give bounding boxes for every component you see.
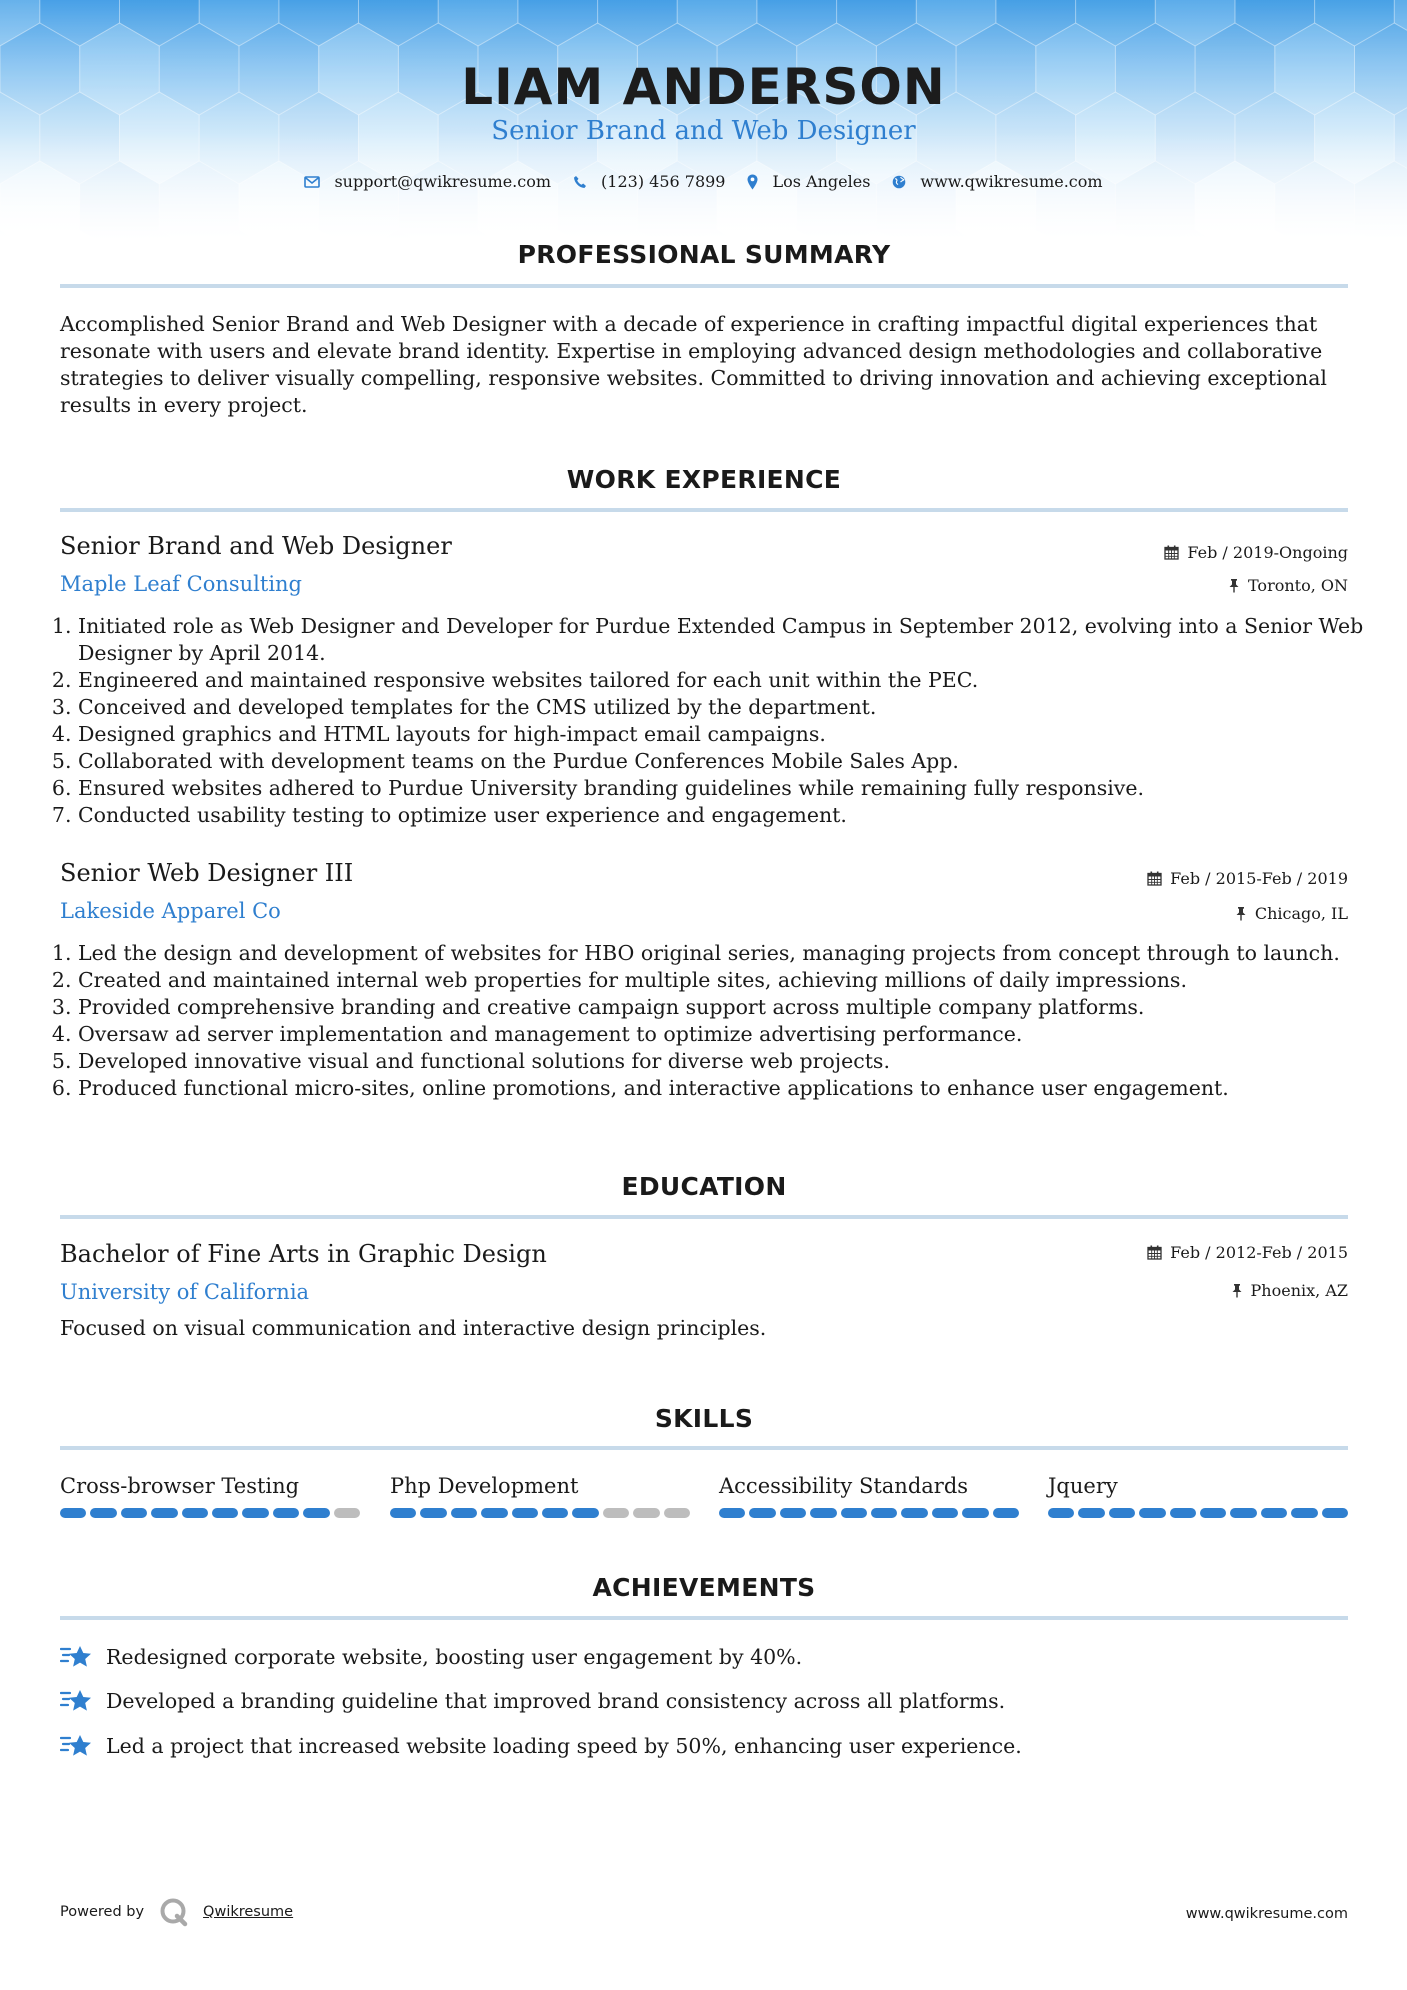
education-dates — [1147, 1243, 1348, 1262]
contact-bar — [0, 172, 1407, 191]
contact-email[interactable] — [304, 172, 551, 191]
education-divider — [60, 1215, 1348, 1219]
job-responsibilities — [55, 940, 1368, 1102]
candidate-name: LIAM ANDERSON — [461, 58, 946, 116]
skill-level-segment — [993, 1508, 1019, 1518]
skill-level-segment — [664, 1508, 690, 1518]
contact-phone[interactable] — [573, 172, 725, 191]
skill-level-segment — [481, 1508, 507, 1518]
pushpin-icon — [1231, 1283, 1243, 1298]
skill-level-segment — [841, 1508, 867, 1518]
skill-level-segment — [1109, 1508, 1135, 1518]
list-item: 6. Produced functional micro-sites, online promotions, and interactive applications to enhance user engagement. — [78, 1075, 1368, 1102]
skill-level-segment — [633, 1508, 659, 1518]
education-location — [1231, 1281, 1348, 1300]
envelope-icon — [304, 176, 320, 188]
skill-level-segment — [1139, 1508, 1165, 1518]
summary-heading: PROFESSIONAL SUMMARY — [517, 240, 891, 269]
candidate-title: Senior Brand and Web Designer — [491, 116, 916, 146]
contact-phone-text: (123) 456 7899 — [601, 172, 726, 191]
list-item: 6. Ensured websites adhered to Purdue University branding guidelines while remaining fully responsive. — [78, 775, 1368, 802]
skill-level-segment — [273, 1508, 299, 1518]
skill-level-segment — [749, 1508, 775, 1518]
skill-level-segment — [451, 1508, 477, 1518]
job-location-text: Toronto, ON — [1248, 576, 1348, 595]
job-location-text: Chicago, IL — [1254, 904, 1348, 923]
skill-level-segment — [60, 1508, 86, 1518]
skill-level-bar — [719, 1508, 1019, 1518]
achievements-heading: ACHIEVEMENTS — [592, 1573, 816, 1602]
achievement-text: Led a project that increased website loading speed by 50%, enhancing user experience. — [106, 1734, 1022, 1758]
pushpin-icon — [1228, 578, 1240, 593]
skill-item — [1048, 1474, 1348, 1518]
experience-heading: WORK EXPERIENCE — [566, 465, 842, 494]
achievement-text: Redesigned corporate website, boosting user engagement by 40%. — [106, 1645, 803, 1669]
degree-title: Bachelor of Fine Arts in Graphic Design — [60, 1240, 547, 1268]
job-title: Senior Web Designer III — [60, 859, 354, 887]
education-heading: EDUCATION — [621, 1172, 787, 1201]
star-icon — [60, 1688, 94, 1714]
map-pin-icon — [747, 174, 758, 190]
list-item: 4. Designed graphics and HTML layouts for high-impact email campaigns. — [78, 721, 1368, 748]
skill-level-segment — [420, 1508, 446, 1518]
list-item: 3. Provided comprehensive branding and creative campaign support across multiple company platforms. — [78, 994, 1368, 1021]
skill-level-segment — [871, 1508, 897, 1518]
skill-level-segment — [1170, 1508, 1196, 1518]
contact-location — [747, 172, 870, 191]
pushpin-icon — [1235, 906, 1247, 921]
list-item: 1. Led the design and development of websites for HBO original series, managing projects from concept through to launch. — [78, 940, 1368, 967]
achievement-text: Developed a branding guideline that improved brand consistency across all platforms. — [106, 1689, 1006, 1713]
education-dates-text: Feb / 2012-Feb / 2015 — [1170, 1243, 1348, 1262]
footer-powered-by — [60, 1897, 293, 1927]
skill-level-segment — [212, 1508, 238, 1518]
skill-level-segment — [151, 1508, 177, 1518]
skill-level-segment — [1200, 1508, 1226, 1518]
list-item: 4. Oversaw ad server implementation and management to optimize advertising performance. — [78, 1021, 1368, 1048]
skill-level-segment — [1230, 1508, 1256, 1518]
star-icon — [60, 1644, 94, 1670]
phone-icon — [573, 175, 587, 189]
skill-level-segment — [303, 1508, 329, 1518]
skill-level-segment — [542, 1508, 568, 1518]
skill-level-segment — [390, 1508, 416, 1518]
skill-level-segment — [1291, 1508, 1317, 1518]
contact-email-text: support@qwikresume.com — [334, 172, 552, 191]
skill-level-segment — [1261, 1508, 1287, 1518]
education-description: Focused on visual communication and interactive design principles. — [60, 1316, 767, 1340]
summary-text: Accomplished Senior Brand and Web Designer with a decade of experience in crafting impactful digital experiences that resonate with users and elevate brand identity. Expertise in employing advanced design methodologies and collaborative strategies to deliver visually compelling, responsive websites. Committed to driving innovation and achieving exceptional results in every project. — [60, 312, 1327, 417]
job-dates-text: Feb / 2019-Ongoing — [1187, 543, 1348, 562]
skill-level-segment — [603, 1508, 629, 1518]
contact-website-text: www.qwikresume.com — [920, 172, 1103, 191]
skill-name: Jquery — [1048, 1474, 1118, 1498]
skill-name: Cross-browser Testing — [60, 1474, 300, 1498]
skills-divider — [60, 1446, 1348, 1450]
skill-item — [60, 1474, 360, 1518]
job-dates — [1147, 869, 1348, 888]
list-item: 5. Developed innovative visual and functional solutions for diverse web projects. — [78, 1048, 1368, 1075]
job-dates-text: Feb / 2015-Feb / 2019 — [1170, 869, 1348, 888]
calendar-icon — [1164, 545, 1179, 560]
skill-level-segment — [572, 1508, 598, 1518]
company-name: Lakeside Apparel Co — [60, 899, 281, 923]
star-icon — [60, 1733, 94, 1759]
summary-divider — [60, 284, 1348, 288]
job-dates — [1164, 543, 1348, 562]
experience-divider — [60, 508, 1348, 512]
skill-level-bar — [390, 1508, 690, 1518]
qwikresume-link[interactable]: Qwikresume — [203, 1904, 294, 1920]
contact-location-text: Los Angeles — [772, 172, 871, 191]
contact-website[interactable] — [892, 172, 1102, 191]
calendar-icon — [1147, 1245, 1162, 1260]
skill-name: Accessibility Standards — [719, 1474, 969, 1498]
skill-level-segment — [1048, 1508, 1074, 1518]
school-name: University of California — [60, 1280, 310, 1304]
skill-level-bar — [1048, 1508, 1348, 1518]
footer-url[interactable]: www.qwikresume.com — [1185, 1906, 1348, 1922]
list-item: 5. Collaborated with development teams on the Purdue Conferences Mobile Sales App. — [78, 748, 1368, 775]
list-item: 3. Conceived and developed templates for the CMS utilized by the department. — [78, 694, 1368, 721]
education-location-text: Phoenix, AZ — [1250, 1281, 1348, 1300]
list-item: 7. Conducted usability testing to optimize user experience and engagement. — [78, 802, 1368, 829]
job-location — [1235, 904, 1348, 923]
resume-header — [0, 0, 1407, 240]
job-title: Senior Brand and Web Designer — [60, 532, 452, 560]
list-item: 2. Engineered and maintained responsive websites tailored for each unit within the PEC. — [78, 667, 1368, 694]
achievement-item — [60, 1688, 1005, 1714]
skill-level-segment — [90, 1508, 116, 1518]
skill-level-segment — [932, 1508, 958, 1518]
globe-icon — [892, 175, 906, 189]
skill-level-bar — [60, 1508, 360, 1518]
powered-by-label: Powered by — [60, 1904, 145, 1920]
achievement-item — [60, 1733, 1022, 1759]
skill-item — [390, 1474, 690, 1518]
skill-level-segment — [719, 1508, 745, 1518]
job-responsibilities — [55, 613, 1368, 829]
skill-level-segment — [901, 1508, 927, 1518]
skill-level-segment — [334, 1508, 360, 1518]
skills-heading: SKILLS — [654, 1404, 754, 1433]
skill-level-segment — [182, 1508, 208, 1518]
skill-level-segment — [512, 1508, 538, 1518]
qwikresume-logo-icon — [159, 1897, 189, 1927]
list-item: 2. Created and maintained internal web properties for multiple sites, achieving millions of daily impressions. — [78, 967, 1368, 994]
achievements-divider — [60, 1616, 1348, 1620]
skill-name: Php Development — [390, 1474, 579, 1498]
job-location — [1228, 576, 1348, 595]
skill-level-segment — [1322, 1508, 1348, 1518]
skill-level-segment — [121, 1508, 147, 1518]
skill-item — [719, 1474, 1019, 1518]
achievement-item — [60, 1644, 802, 1670]
skill-level-segment — [810, 1508, 836, 1518]
skill-level-segment — [242, 1508, 268, 1518]
list-item: 1. Initiated role as Web Designer and Developer for Purdue Extended Campus in September 2012, evolving into a Senior Web Designer by April 2014. — [78, 613, 1368, 667]
company-name: Maple Leaf Consulting — [60, 572, 303, 596]
skill-level-segment — [962, 1508, 988, 1518]
skill-level-segment — [1078, 1508, 1104, 1518]
calendar-icon — [1147, 871, 1162, 886]
skill-level-segment — [780, 1508, 806, 1518]
